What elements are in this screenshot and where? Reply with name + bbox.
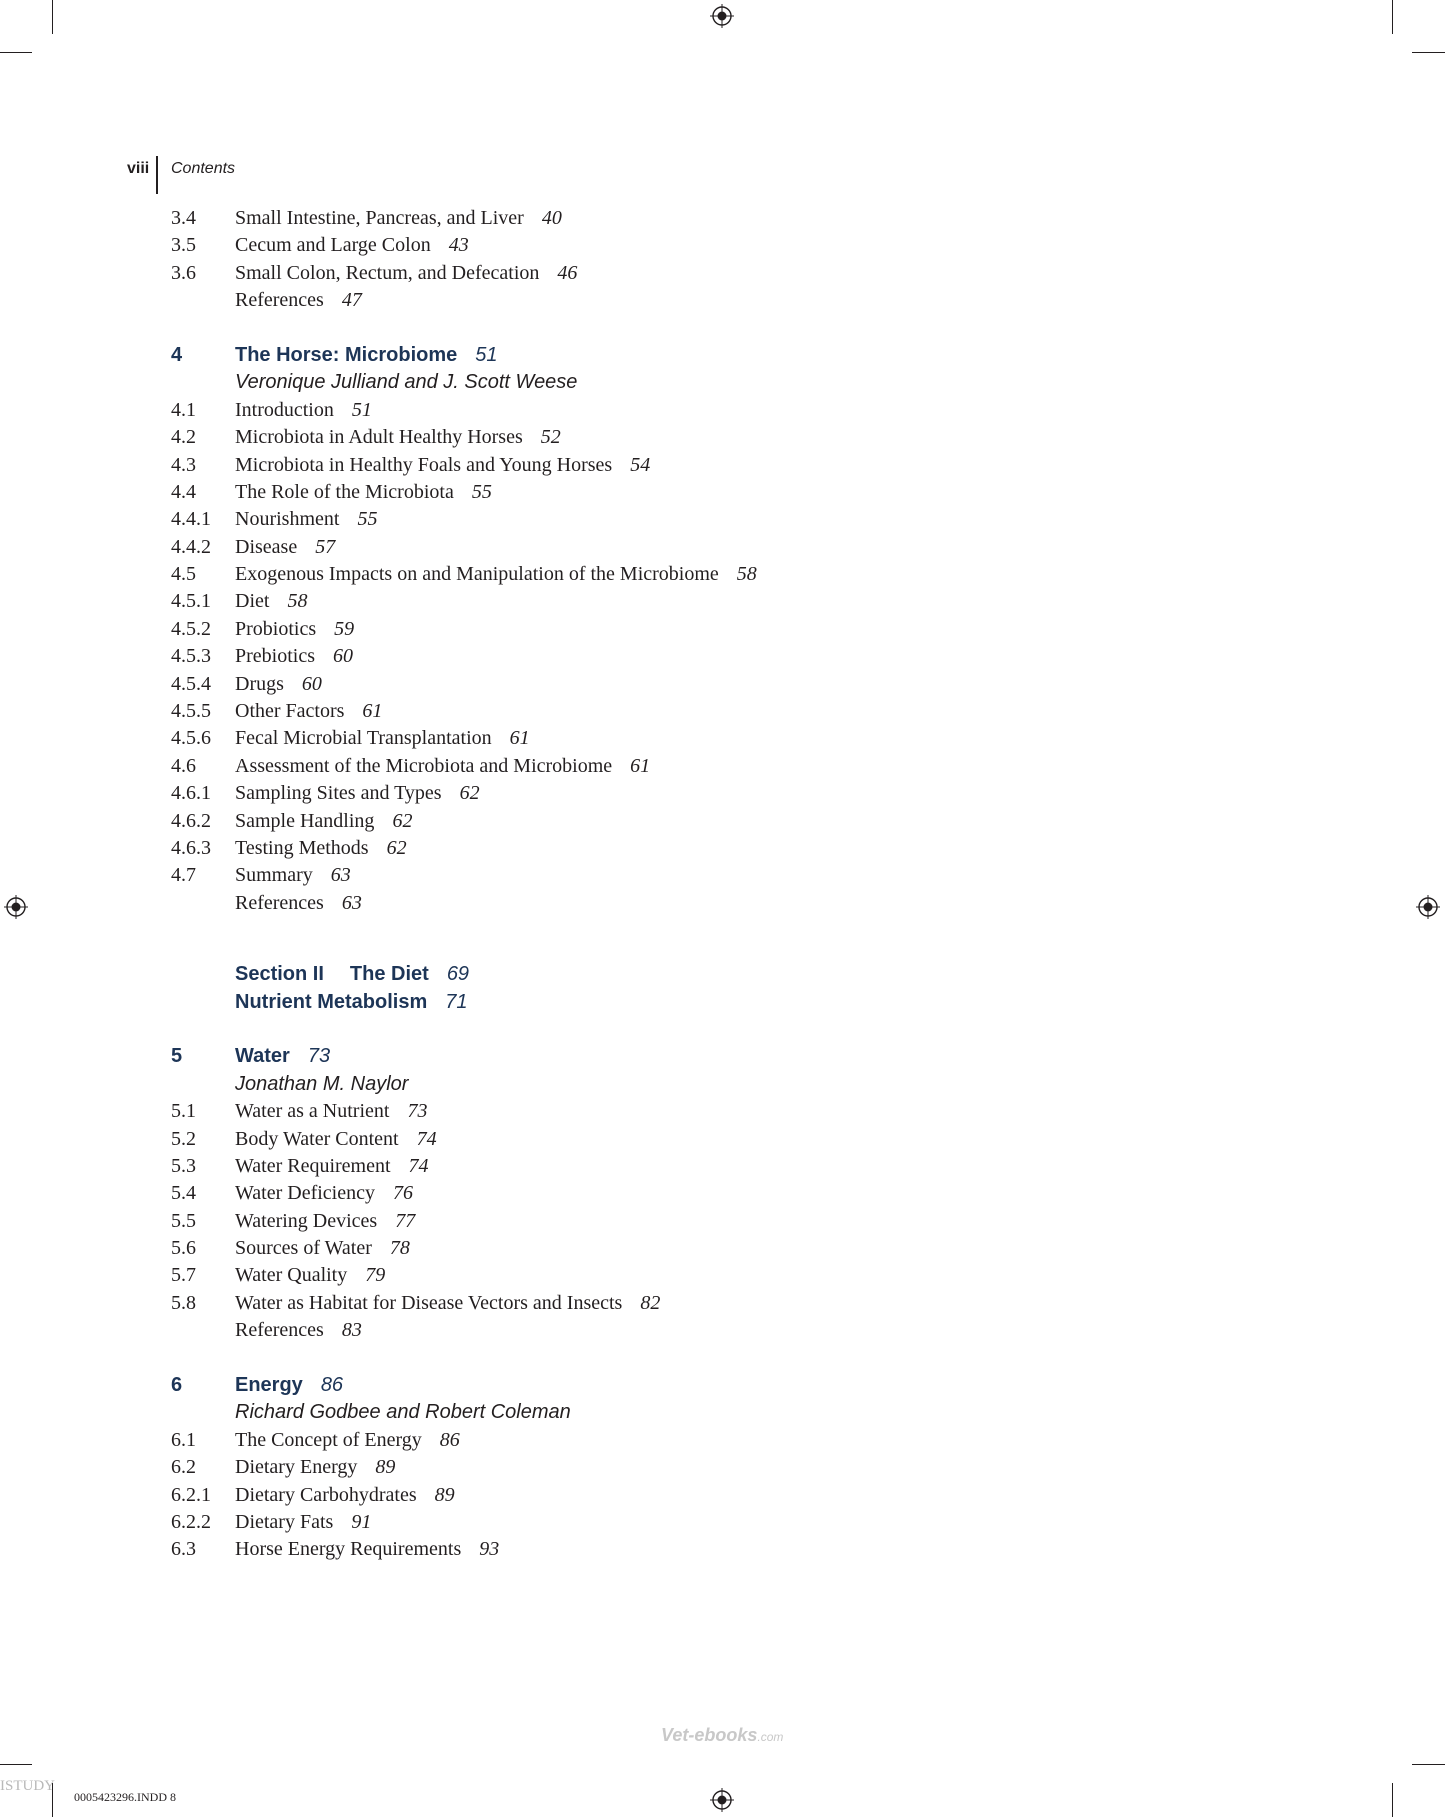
entry-number: 5.8 xyxy=(171,1291,196,1314)
entry-title: The Role of the Microbiota xyxy=(235,480,454,503)
entry-text xyxy=(235,890,362,917)
entry-number: 5.2 xyxy=(171,1127,196,1150)
entry-text xyxy=(235,1290,660,1317)
entry-number: 4.6.1 xyxy=(171,782,211,805)
page-number: 73 xyxy=(307,1045,331,1068)
toc-entry xyxy=(171,232,1071,259)
section-heading-text xyxy=(235,989,468,1016)
toc-entry xyxy=(171,1180,1071,1207)
toc-spacer xyxy=(171,917,1071,961)
entry-number: 4.4 xyxy=(171,480,196,503)
entry-text xyxy=(235,753,650,780)
entry-text xyxy=(235,780,480,807)
entry-number: 3.4 xyxy=(171,207,196,229)
toc-entry xyxy=(171,588,1071,615)
toc-entry xyxy=(171,698,1071,725)
entry-text xyxy=(235,862,351,889)
entry-text xyxy=(235,424,561,451)
entry-number: 4.5.4 xyxy=(171,672,211,695)
running-head-title: Contents xyxy=(171,160,236,177)
entry-number: 4.2 xyxy=(171,426,196,449)
toc-chapter-heading xyxy=(171,1372,1071,1399)
entry-number: 4.5.3 xyxy=(171,645,211,668)
page-number: 78 xyxy=(389,1237,410,1260)
entry-number: 4.5.2 xyxy=(171,617,211,640)
toc-chapter-heading xyxy=(171,1043,1071,1070)
author-name: Jonathan M. Naylor xyxy=(235,1072,409,1095)
toc-entry xyxy=(171,287,1071,314)
entry-title: Probiotics xyxy=(235,617,317,640)
entry-text xyxy=(235,561,757,588)
entry-number: 4.5.1 xyxy=(171,590,211,613)
registration-mark-icon xyxy=(710,1788,734,1812)
page-number: 60 xyxy=(301,672,322,695)
page-number: 93 xyxy=(479,1538,500,1561)
toc-section-heading xyxy=(171,961,1071,988)
entry-number: 4.5 xyxy=(171,563,196,586)
page-number: 61 xyxy=(509,727,530,750)
toc-entry xyxy=(171,725,1071,752)
entry-number: 4.6.2 xyxy=(171,809,211,832)
entry-title: Water Quality xyxy=(235,1264,348,1287)
chapter-number: 6 xyxy=(171,1374,183,1397)
entry-title: Dietary Fats xyxy=(235,1510,334,1533)
entry-title: Prebiotics xyxy=(235,645,315,668)
page-number: 62 xyxy=(386,836,407,859)
page-number: 86 xyxy=(320,1374,344,1397)
entry-number: 4.4.2 xyxy=(171,535,211,558)
chapter-title: Energy xyxy=(235,1374,303,1397)
toc-entry xyxy=(171,1454,1071,1481)
page-folio: viii xyxy=(127,160,150,177)
toc-entry xyxy=(171,1208,1071,1235)
page-number: 62 xyxy=(459,782,480,805)
entry-title: Small Colon, Rectum, and Defecation xyxy=(235,261,540,284)
entry-text xyxy=(235,1317,362,1344)
running-head-divider xyxy=(156,156,158,194)
entry-number: 5.6 xyxy=(171,1237,196,1260)
entry-text xyxy=(235,1098,427,1125)
entry-number: 6.1 xyxy=(171,1428,196,1451)
entry-text xyxy=(235,479,492,506)
entry-title: Water Deficiency xyxy=(235,1182,375,1205)
page-number: 73 xyxy=(407,1100,428,1123)
entry-text xyxy=(235,698,382,725)
entry-number: 4.4.1 xyxy=(171,508,211,531)
entry-title: Summary xyxy=(235,864,313,887)
toc-spacer xyxy=(171,1345,1071,1372)
toc-entry xyxy=(171,1290,1071,1317)
page-number: 59 xyxy=(334,617,355,640)
entry-number: 4.1 xyxy=(171,398,196,421)
page-number: 69 xyxy=(446,963,470,986)
entry-text xyxy=(235,452,650,479)
entry-number: 3.5 xyxy=(171,234,196,257)
toc-entry xyxy=(171,616,1071,643)
crop-mark-icon xyxy=(0,52,32,53)
entry-title: Watering Devices xyxy=(235,1209,378,1232)
toc-author xyxy=(171,1071,1071,1098)
entry-title: Small Intestine, Pancreas, and Liver xyxy=(235,207,524,229)
page-number: 82 xyxy=(640,1291,661,1314)
toc-entry xyxy=(171,671,1071,698)
entry-title: Exogenous Impacts on and Manipulation of the Microbiome xyxy=(235,563,719,586)
page-number: 51 xyxy=(351,398,372,421)
entry-number: 6.3 xyxy=(171,1538,196,1561)
toc-entry xyxy=(171,862,1071,889)
page-number: 58 xyxy=(736,563,757,586)
toc-entry xyxy=(171,1235,1071,1262)
entry-title: Sources of Water xyxy=(235,1237,372,1260)
entry-title: References xyxy=(235,289,324,312)
page-number: 58 xyxy=(287,590,308,613)
crop-mark-icon xyxy=(1392,1783,1393,1817)
toc-entry xyxy=(171,835,1071,862)
page-number: 55 xyxy=(471,480,492,503)
page-number: 63 xyxy=(341,891,362,914)
page-number: 60 xyxy=(333,645,353,668)
page-number: 79 xyxy=(365,1264,386,1287)
toc-entry xyxy=(171,506,1071,533)
toc-entry xyxy=(171,1126,1071,1153)
entry-text xyxy=(235,506,377,533)
entry-text xyxy=(235,342,498,369)
toc-entry xyxy=(171,780,1071,807)
entry-title: Diet xyxy=(235,590,270,613)
side-slug: ISTUDY xyxy=(0,1778,55,1794)
entry-text xyxy=(235,1208,415,1235)
page-number: 57 xyxy=(315,535,336,558)
entry-number: 5.4 xyxy=(171,1182,196,1205)
entry-text xyxy=(235,1126,437,1153)
page-number: 86 xyxy=(439,1428,460,1451)
section-title: The Diet xyxy=(349,963,429,986)
entry-text xyxy=(235,260,577,287)
entry-title: Assessment of the Microbiota and Microbiome xyxy=(235,754,613,777)
entry-number: 6.2.2 xyxy=(171,1510,211,1533)
page-number: 89 xyxy=(375,1456,396,1479)
registration-mark-icon xyxy=(1416,895,1440,919)
entry-title: Dietary Energy xyxy=(235,1456,358,1479)
page-number: 52 xyxy=(540,426,561,449)
page-number: 74 xyxy=(416,1127,437,1150)
entry-text xyxy=(235,1262,385,1289)
entry-number: 4.5.5 xyxy=(171,700,211,723)
page-number: 76 xyxy=(392,1182,413,1205)
entry-number: 4.5.6 xyxy=(171,727,211,750)
entry-text xyxy=(235,232,469,259)
toc-spacer xyxy=(171,1016,1071,1043)
watermark-text: Vet-ebooks xyxy=(661,1725,758,1745)
toc-entry xyxy=(171,1317,1071,1344)
watermark-logo xyxy=(661,1725,783,1746)
entry-title: Water as a Nutrient xyxy=(235,1100,390,1123)
toc-entry xyxy=(171,1153,1071,1180)
chapter-number: 5 xyxy=(171,1045,183,1068)
entry-number: 4.6.3 xyxy=(171,836,211,859)
page-number: 77 xyxy=(395,1209,416,1232)
entry-title: Sample Handling xyxy=(235,809,375,832)
toc-entry xyxy=(171,753,1071,780)
entry-number: 3.6 xyxy=(171,261,196,284)
toc-entry xyxy=(171,479,1071,506)
toc-entry xyxy=(171,1536,1071,1563)
section-label: Section II xyxy=(235,963,324,986)
toc-entry xyxy=(171,808,1071,835)
entry-title: Disease xyxy=(235,535,298,558)
author-name: Veronique Julliand and J. Scott Weese xyxy=(235,371,578,394)
entry-title: Body Water Content xyxy=(235,1127,399,1150)
entry-title: Dietary Carbohydrates xyxy=(235,1483,417,1506)
toc-entry xyxy=(171,1098,1071,1125)
watermark-domain: .com xyxy=(757,1730,784,1744)
entry-title: Cecum and Large Colon xyxy=(235,234,431,257)
author-name: Richard Godbee and Robert Coleman xyxy=(235,1401,571,1424)
entry-text xyxy=(235,616,354,643)
entry-number: 5.5 xyxy=(171,1209,196,1232)
page-number: 61 xyxy=(630,754,651,777)
toc-entry xyxy=(171,424,1071,451)
entry-text xyxy=(235,1427,460,1454)
page-number: 83 xyxy=(341,1319,362,1342)
page-number: 40 xyxy=(541,207,562,229)
page-number: 71 xyxy=(445,990,468,1013)
page-number: 91 xyxy=(351,1510,372,1533)
entry-text xyxy=(235,1180,413,1207)
entry-number: 5.3 xyxy=(171,1154,196,1177)
entry-title: Horse Energy Requirements xyxy=(235,1538,462,1561)
toc-entry xyxy=(171,1262,1071,1289)
crop-mark-icon xyxy=(52,0,53,34)
page-number: 51 xyxy=(475,343,498,366)
entry-number: 6.2.1 xyxy=(171,1483,211,1506)
toc-section-heading xyxy=(171,989,1071,1016)
toc-entry xyxy=(171,890,1071,917)
crop-mark-icon xyxy=(1412,1764,1445,1765)
registration-mark-icon xyxy=(4,895,28,919)
crop-mark-icon xyxy=(1412,52,1445,53)
entry-text xyxy=(235,1372,343,1399)
entry-number: 4.6 xyxy=(171,754,196,777)
entry-title: The Concept of Energy xyxy=(235,1428,422,1451)
crop-mark-icon xyxy=(1392,0,1393,34)
entry-number: 6.2 xyxy=(171,1456,196,1479)
section-heading-text xyxy=(235,961,469,988)
entry-title: Nourishment xyxy=(235,508,340,531)
entry-title: Microbiota in Adult Healthy Horses xyxy=(235,426,523,449)
toc-entry xyxy=(171,1427,1071,1454)
chapter-title: Water xyxy=(235,1045,290,1068)
entry-text xyxy=(235,1454,395,1481)
toc-author xyxy=(171,1399,1071,1426)
toc-entry xyxy=(171,561,1071,588)
entry-title: Introduction xyxy=(235,398,334,421)
entry-title: Sampling Sites and Types xyxy=(235,782,442,805)
toc-chapter-heading xyxy=(171,342,1071,369)
page-number: 74 xyxy=(408,1154,429,1177)
entry-text xyxy=(235,1482,455,1509)
toc-entry xyxy=(171,452,1071,479)
entry-text xyxy=(235,1043,330,1070)
registration-mark-icon xyxy=(710,4,734,28)
table-of-contents xyxy=(171,205,1071,1564)
entry-title: References xyxy=(235,1319,324,1342)
entry-title: Drugs xyxy=(235,672,284,695)
entry-text xyxy=(235,205,562,232)
file-slug: 0005423296.INDD 8 xyxy=(74,1790,176,1804)
entry-title: Testing Methods xyxy=(235,836,369,859)
entry-text xyxy=(235,397,372,424)
page-number: 54 xyxy=(630,453,651,476)
entry-title: References xyxy=(235,891,324,914)
page-number: 63 xyxy=(330,864,351,887)
toc-entry xyxy=(171,534,1071,561)
entry-number: 4.3 xyxy=(171,453,196,476)
toc-entry xyxy=(171,397,1071,424)
entry-number: 4.7 xyxy=(171,864,196,887)
page-number: 62 xyxy=(392,809,413,832)
entry-text xyxy=(235,725,530,752)
entry-text xyxy=(235,1509,371,1536)
entry-title: Other Factors xyxy=(235,700,345,723)
entry-text xyxy=(235,1235,410,1262)
entry-text xyxy=(235,1536,499,1563)
entry-text xyxy=(235,534,335,561)
entry-text xyxy=(235,1153,429,1180)
entry-title: Microbiota in Healthy Foals and Young Horses xyxy=(235,453,613,476)
chapter-title: The Horse: Microbiome xyxy=(235,343,458,366)
toc-spacer xyxy=(171,315,1071,342)
page-number: 46 xyxy=(557,261,578,284)
entry-text xyxy=(235,808,412,835)
toc-entry xyxy=(171,643,1071,670)
entry-text xyxy=(235,835,407,862)
entry-number: 5.1 xyxy=(171,1100,196,1123)
section-title: Nutrient Metabolism xyxy=(235,990,428,1013)
toc-entry xyxy=(171,205,1071,232)
entry-number: 5.7 xyxy=(171,1264,196,1287)
toc-entry xyxy=(171,1509,1071,1536)
entry-text xyxy=(235,287,362,314)
page-number: 47 xyxy=(341,289,362,312)
chapter-number: 4 xyxy=(171,343,183,366)
page-number: 61 xyxy=(362,700,383,723)
entry-text xyxy=(235,671,322,698)
page-number: 89 xyxy=(434,1483,455,1506)
entry-text xyxy=(235,588,307,615)
entry-title: Fecal Microbial Transplantation xyxy=(235,727,492,750)
toc-author xyxy=(171,369,1071,396)
entry-title: Water as Habitat for Disease Vectors and Insects xyxy=(235,1291,623,1314)
page-number: 55 xyxy=(357,508,378,531)
page-number: 43 xyxy=(448,234,469,257)
toc-entry xyxy=(171,1482,1071,1509)
entry-title: Water Requirement xyxy=(235,1154,391,1177)
toc-entry xyxy=(171,260,1071,287)
crop-mark-icon xyxy=(0,1764,32,1765)
entry-text xyxy=(235,643,353,670)
